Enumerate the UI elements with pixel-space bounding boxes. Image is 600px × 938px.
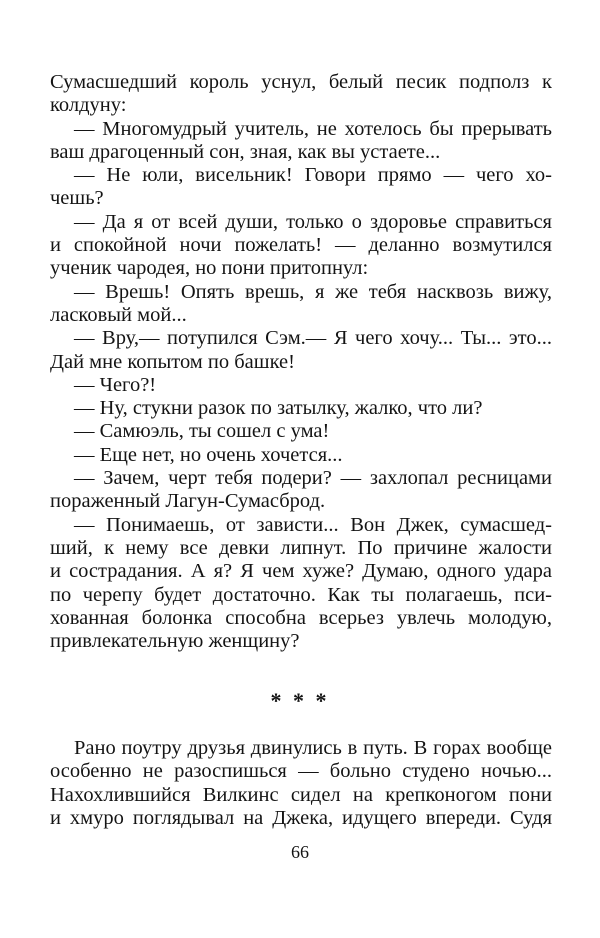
text-line: — Понимаешь, от зависти... Вон Джек, сумасшед- bbox=[74, 513, 552, 536]
text-line: ваш драгоценный сон, зная, как вы устаете... bbox=[50, 140, 441, 163]
text-line: пораженный Лагун-Сумасброд. bbox=[50, 490, 326, 513]
text-line: — Многомудрый учитель, не хотелось бы прерывать bbox=[74, 117, 552, 140]
text-line: — Зачем, черт тебя подери? — захлопал ресницами bbox=[74, 467, 552, 490]
page-number: 66 bbox=[291, 842, 309, 862]
text-block-continuation bbox=[50, 737, 552, 830]
text-line: — Не юли, висельник! Говори прямо — чего хо- bbox=[74, 164, 552, 187]
text-line: ласковый мой... bbox=[50, 303, 187, 326]
text-line: хованная болонка способна всерьез увлечь молодую, bbox=[50, 606, 552, 629]
text-line: — Врешь! Опять врешь, я же тебя насквозь вижу, bbox=[74, 280, 552, 303]
text-line: — Чего?! bbox=[74, 373, 157, 396]
text-line: привлекательную женщину? bbox=[50, 630, 300, 653]
text-line: и сострадания. А я? Я чем хуже? Думаю, одного удара bbox=[50, 560, 552, 583]
text-line: Дай мне копытом по башке! bbox=[50, 350, 295, 373]
text-line: — Еще нет, но очень хочется... bbox=[74, 443, 343, 466]
text-line: колдуну: bbox=[50, 94, 127, 117]
text-line: Рано поутру друзья двинулись в путь. В горах вообще bbox=[74, 737, 552, 759]
text-line: и хмуро поглядывал на Джека, идущего впереди. Судя bbox=[50, 806, 552, 829]
text-line: — Да я от всей души, только о здоровье справиться bbox=[74, 210, 552, 233]
text-line: чешь? bbox=[50, 187, 104, 210]
section-separator: * * * bbox=[270, 688, 330, 713]
text-line: Нахохлившийся Вилкинс сидел на крепконогом пони bbox=[50, 783, 552, 806]
text-line: ший, к нему все девки липнут. По причине жалости bbox=[50, 536, 552, 559]
text-line: особенно не разоспишься — больно студено ночью... bbox=[50, 760, 552, 783]
text-line: — Самюэль, ты сошел с ума! bbox=[74, 420, 330, 443]
text-line: и спокойной ночи пожелать! — деланно возмутился bbox=[50, 234, 552, 257]
text-line: по черепу будет достаточно. Как ты полагаешь, пси- bbox=[50, 583, 552, 606]
text-line: Сумасшедший король уснул, белый песик подполз к bbox=[50, 71, 552, 93]
text-line: — Вру,— потупился Сэм.— Я чего хочу... Ты... это... bbox=[74, 327, 552, 350]
text-block-main bbox=[50, 71, 552, 653]
text-line: — Ну, стукни разок по затылку, жалко, что ли? bbox=[74, 397, 483, 420]
text-line: ученик чародея, но пони притопнул: bbox=[50, 257, 369, 280]
